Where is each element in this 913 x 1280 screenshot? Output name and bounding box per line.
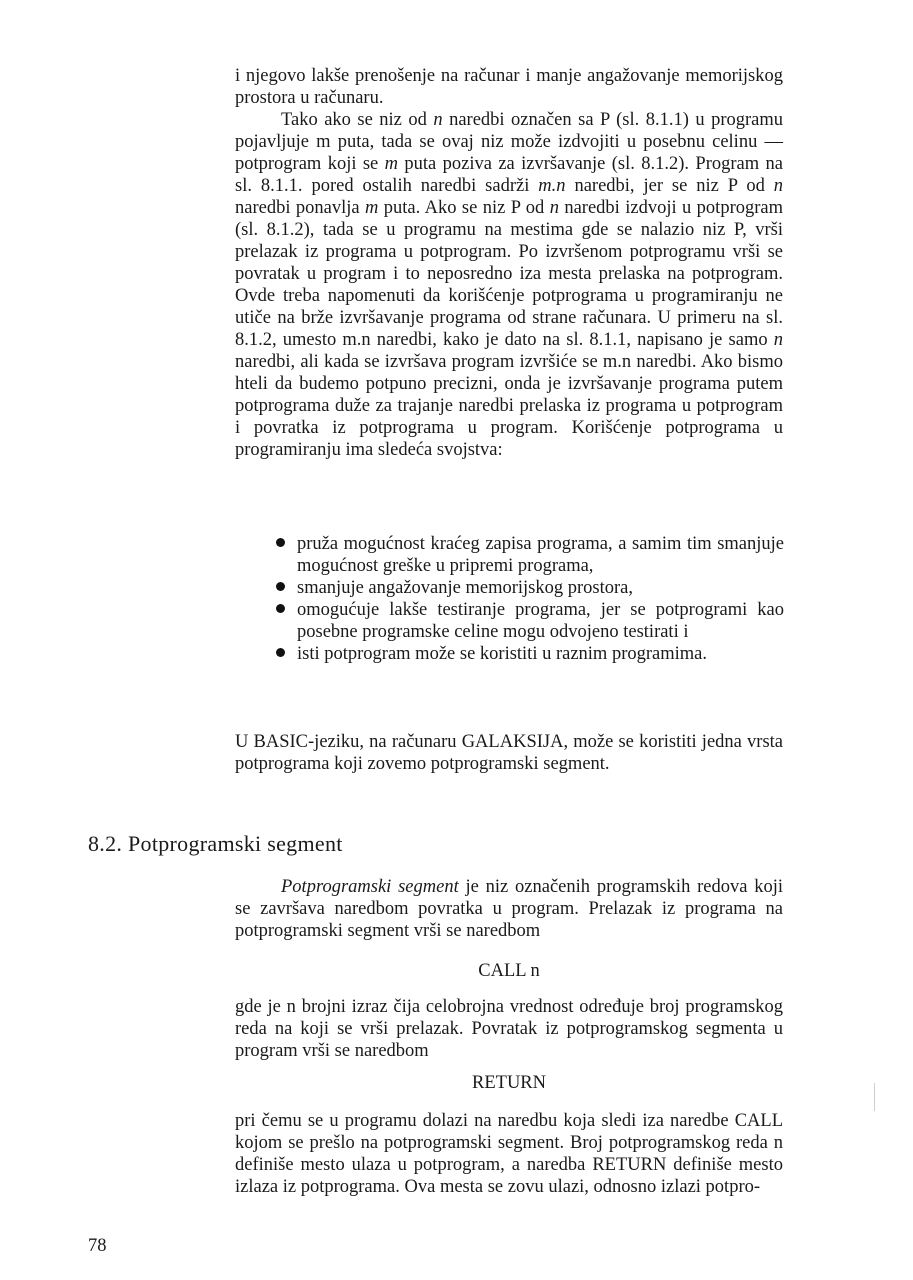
bullet-icon [276,538,285,547]
text-run: puta. Ako se niz P od [378,198,550,218]
list-item [276,643,784,665]
subprogram-properties-list [276,533,784,665]
margin-scan-mark [874,1083,875,1111]
subprogram-explanation-paragraph [235,109,783,461]
basic-note-block [235,731,783,775]
bullet-icon [276,582,285,591]
text-run: naredbi ponavlja [235,198,365,218]
call-description-paragraph: gde je n brojni izraz čija celobrojna vrednost određuje broj programskog reda na koji se vrši prelazak. Povratak iz potprogramskog segmenta u program vrši se naredbom [235,997,783,1061]
variable-mn: m.n [538,176,566,196]
continuation-paragraph: i njegovo lakše prenošenje na računar i manje angažovanje memorijskog prostora u računaru. [235,66,783,108]
section-heading: 8.2. Potprogramski segment [88,831,343,856]
variable-m: m [384,154,399,174]
list-item [276,599,784,643]
call-statement: CALL n [478,961,540,981]
text-run: je niz označenih programskih redova koji se završava naredbom povratka u program. Prelazak iz programa na potprogramski segment vrši se naredbom [235,877,784,941]
text-run: naredbi, ali kada se izvršava program izvršiće se m.n naredbi. Ako bismo hteli da budemo potpuno precizni, onda je izvršavanje programa putem potprograma duže za trajanje naredbi prelaska iz programa u potprogram i povratka iz potprograma u program. Korišćenje potprograma u programiranju ima sledeća svojstva: [235,352,783,460]
text-run: naredbi, jer se niz P od [565,176,774,196]
list-item-text: omogućuje lakše testiranje programa, jer se potprogrami kao posebne programske celine mogu odvojeno testirati i [297,600,784,642]
intro-text-block [235,65,783,461]
variable-n: n [433,110,443,130]
defined-term: Potprogramski segment [281,877,459,897]
list-item-text: smanjuje angažovanje memorijskog prostora, [297,578,633,598]
bullet-icon [276,648,285,657]
variable-n: n [773,176,783,196]
text-run: puta poziva za izvršavanje (sl. 8.1.2). Program na sl. 8.1.1. pored ostalih naredbi sadrži [235,154,783,196]
text-run: naredbi izdvoji u potprogram (sl. 8.1.2), tada se u programu na mestima gde se nalazio niz P, vrši prelazak iz programa u potprogram. Po izvršenom potprogramu vrši se povratak u program i to neposredno iza mesta prelaska na potprogram. Ovde treba napomenuti da korišćenje potprograma u programiranju ne utiče na brže izvršavanje programa od strane računara. U primeru na sl. 8.1.2, umesto m.n naredbi, kako je dato na sl. 8.1.1, napisano je samo [235,198,783,350]
variable-n: n [773,330,783,350]
segment-definition-paragraph [235,876,783,942]
return-statement: RETURN [472,1073,546,1093]
text-run: naredbi označen sa P (sl. 8.1.1) u programu pojavljuje m puta, tada se ovaj niz može izdvojiti u posebnu celinu — potprogram koji se [235,110,783,174]
list-item-text: isti potprogram može se koristiti u raznim programima. [297,644,707,664]
call-description-block [235,996,783,1062]
basic-note-paragraph: U BASIC-jeziku, na računaru GALAKSIJA, može se koristiti jedna vrsta potprograma koji zovemo potprogramski segment. [235,732,783,774]
text-run: Tako ako se niz od [281,110,434,130]
variable-n: n [549,198,559,218]
list-item [276,533,784,577]
return-description-paragraph: pri čemu se u programu dolazi na naredbu koja sledi iza naredbe CALL kojom se prešlo na potprogramski segment. Broj potprogramskog reda n definiše mesto ulaza u potprogram, a naredba RETURN definiše mesto izlaza iz potprograma. Ova mesta se zovu ulazi, odnosno izlazi potpro- [235,1111,783,1197]
return-description-block [235,1110,783,1198]
list-item [276,577,784,599]
page-number: 78 [88,1236,107,1256]
bullet-icon [276,604,285,613]
variable-m: m [365,198,379,218]
segment-definition-block [235,876,783,942]
list-item-text: pruža mogućnost kraćeg zapisa programa, a samim tim smanjuje mogućnost greške u pripremi programa, [297,534,784,576]
